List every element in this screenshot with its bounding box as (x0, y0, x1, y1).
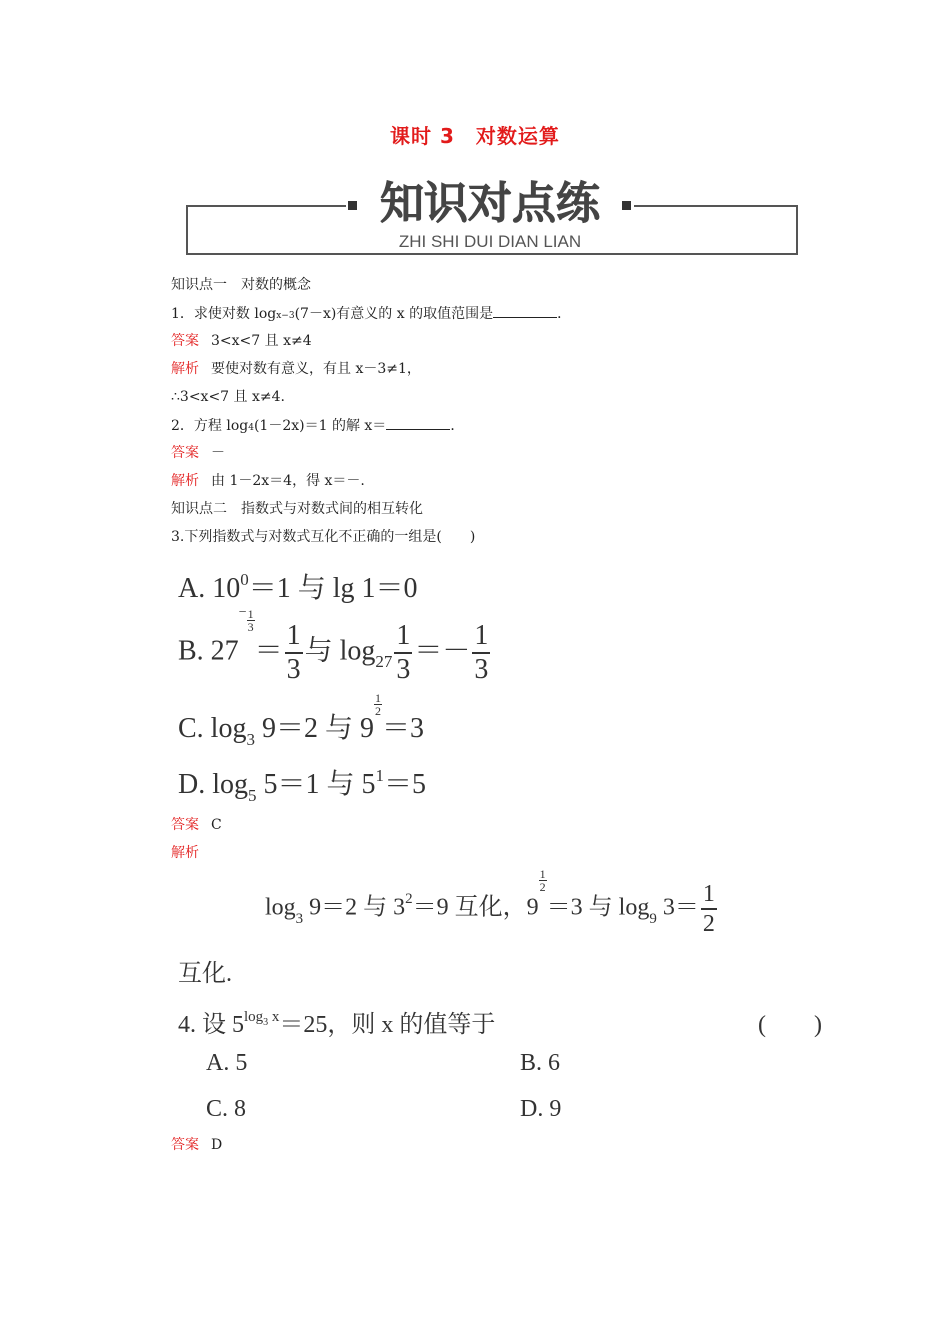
question-1 (171, 303, 571, 326)
analysis-label: 解析 (171, 473, 199, 489)
option-a-exponent: 0 (240, 570, 249, 589)
option-d-mid: 5＝1 与 5 (256, 769, 376, 800)
option-d (178, 762, 427, 805)
answer-4 (171, 1135, 222, 1155)
q4-option-d: D. 9 (520, 1096, 562, 1122)
option-b (178, 605, 492, 685)
answer-value: D (211, 1137, 223, 1153)
q4-option-a: A. 5 (206, 1050, 248, 1076)
fraction: $\frac{1}{3}$ (286, 620, 301, 685)
q4-option-b: B. 6 (520, 1050, 561, 1076)
question-2-end: ． (450, 418, 465, 434)
option-a-base: A. 10 (178, 573, 241, 604)
question-1-text-a: 1．求使对数 log (171, 306, 277, 322)
option-b-log: 与 log (304, 635, 376, 667)
option-c-exponent-fraction: $\frac{1}{2}$ (374, 691, 381, 718)
analysis-label: 解析 (171, 845, 199, 861)
question-4-paren: ( ) (758, 1012, 822, 1038)
analysis-3-formula: $\log_3 9=2$ 与 $3^2=9$ 互化，9 $\frac{1}{2}$ ＝3 与 $\log_9 3=$ $\frac{1}{2}$ (265, 867, 715, 937)
option-c-log: C. log (178, 713, 247, 744)
question-1-subscript: x−3 (276, 311, 295, 321)
option-b-eq2: ＝－ (414, 635, 471, 667)
option-b-eq: ＝ (254, 635, 283, 667)
analysis-1 (171, 359, 421, 379)
banner-bullet-right (622, 201, 631, 210)
banner-bullet-left (348, 201, 357, 210)
answer-2 (171, 443, 225, 463)
option-c-rest: ＝3 (381, 713, 424, 744)
answer-blank (493, 303, 557, 318)
question-4-exponent: log3 x (244, 1009, 280, 1028)
fraction: $\frac{1}{2}$ (702, 881, 715, 937)
option-d-log: D. log (178, 769, 248, 800)
question-2-text-b: (1－2x)＝1 的解 x＝ (253, 418, 387, 434)
answer-label: 答案 (171, 333, 199, 349)
answer-value: C (211, 817, 222, 833)
answer-blank (386, 415, 450, 430)
option-d-log-base: 5 (248, 786, 257, 805)
section-heading-1: 知识点一 对数的概念 (171, 277, 311, 293)
answer-label: 答案 (171, 1137, 199, 1153)
option-c (178, 691, 424, 749)
analysis-1-cont: ∴3<x<7 且 x≠4. (171, 389, 285, 405)
analysis-2 (171, 471, 365, 491)
analysis-3-label (171, 843, 211, 863)
option-a-rest: ＝1 与 lg 1＝0 (248, 573, 418, 604)
question-2-text-a: 2．方程 log (171, 418, 249, 434)
q4-option-c: C. 8 (206, 1096, 247, 1122)
option-a (178, 566, 418, 606)
answer-value: － (211, 445, 225, 461)
fraction: $\frac{1}{3}$ (396, 620, 411, 685)
answer-1 (171, 331, 312, 351)
section-banner (186, 172, 798, 256)
question-4: 4. 设 $5^{log_3 x}=25$，则 x 的值等于 (178, 1009, 496, 1038)
option-c-mid: 9＝2 与 9 (254, 713, 374, 744)
answer-value: 3<x<7 且 x≠4 (211, 333, 312, 349)
question-1-end: ． (557, 306, 572, 322)
option-b-exponent: − (238, 605, 247, 620)
option-d-rest: ＝5 (384, 769, 427, 800)
banner-heading: 知识对点练 (380, 178, 600, 229)
analysis-text: 由 1－2x＝4，得 x＝－. (211, 473, 365, 489)
option-b-exponent-fraction: $\frac{1}{3}$ (247, 607, 254, 634)
page-title: 课时 3 对数运算 (390, 124, 560, 148)
banner-pinyin: ZHI SHI DUI DIAN LIAN (398, 232, 582, 251)
analysis-text: 要使对数有意义，有且 x－3≠1， (211, 361, 421, 377)
option-c-log-base: 3 (246, 730, 255, 749)
answer-label: 答案 (171, 445, 199, 461)
section-heading-2: 知识点二 指数式与对数式间的相互转化 (171, 501, 423, 517)
option-d-exponent: 1 (375, 766, 385, 785)
analysis-3-cont: 互化. (178, 961, 232, 987)
answer-3 (171, 815, 222, 835)
analysis-label: 解析 (171, 361, 199, 377)
question-2 (171, 415, 464, 438)
question-3: 3.下列指数式与对数式互化不正确的一组是( ) (171, 529, 476, 545)
option-b-log-base: 27 (375, 652, 393, 672)
answer-label: 答案 (171, 817, 199, 833)
question-1-text-b: (7－x)有意义的 x 的取值范围是 (294, 306, 494, 322)
question-2-subscript: 4 (248, 423, 254, 433)
fraction: $\frac{1}{3}$ (474, 620, 489, 685)
option-b-base: B. 27 (178, 635, 239, 667)
